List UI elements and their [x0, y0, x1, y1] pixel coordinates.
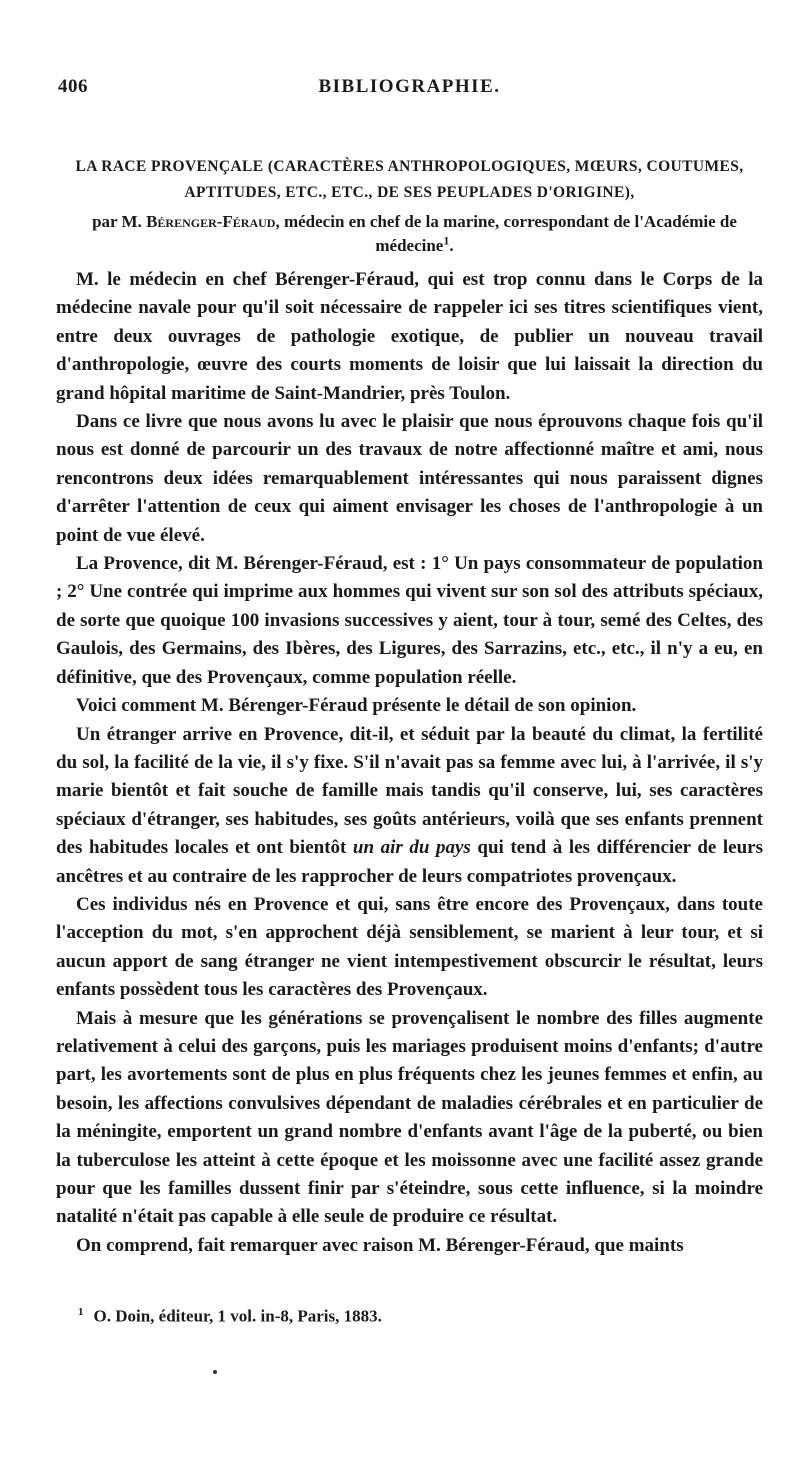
paragraph-text: Un étranger arrive en Provence, dit-il, et séduit par la beauté du climat, la fertilité du sol, la facilité de la vie, il s'y fixe. S'il n'avait pas sa femme avec lui, à l'arrivée, il s'y marie bientôt et fait souche de famille mais tandis qu'il conserve, lui, ses caractères spéciaux d'étranger, ses habitudes, ses goûts antérieurs, voilà que ses enfants prennent des habitudes locales et ont bientôt	[56, 723, 763, 859]
footnote-marker: 1	[78, 1306, 84, 1318]
footnote-text: O. Doin, éditeur, 1 vol. in-8, Paris, 1883.	[93, 1306, 382, 1326]
body-text	[56, 266, 763, 1260]
paragraph: Dans ce livre que nous avons lu avec le plaisir que nous éprouvons chaque fois qu'il nous est donné de parcourir un des travaux de notre affectionné maître et ami, nous rencontrons deux idées remarquablement intéressantes qui nous paraissent dignes d'arrêter l'attention de ceux qui aiment envisager les choses de l'anthropologie à un point de vue élevé.	[56, 411, 763, 546]
byline-suffix: , médecin en chef de la marine, correspondant de l'Académie de médecine	[275, 212, 737, 255]
footnote	[78, 1306, 382, 1327]
paragraph-text: qui tend à les différencier de leurs ancêtres et au contraire de les rapprocher de leurs compatriotes provençaux.	[56, 837, 763, 887]
running-head	[56, 70, 763, 104]
paragraph: M. le médecin en chef Bérenger-Féraud, qui est trop connu dans le Corps de la médecine navale pour qu'il soit nécessaire de rappeler ici ses titres scientifiques vient, entre deux ouvrages de pathologie exotique, de publier un nouveau travail d'anthropologie, œuvre des courts moments de loisir que lui laissait la direction du grand hôpital maritime de Saint-Mandrier, près Toulon.	[56, 269, 763, 404]
emphasized-phrase: un air du pays	[352, 837, 471, 859]
author-name: Bérenger-Féraud	[146, 212, 276, 231]
paragraph: Mais à mesure que les générations se provençalisent le nombre des filles augmente relativement à celui des garçons, puis les mariages produisent moins d'enfants; d'autre part, les avortements sont de plus en plus fréquents chez les jeunes femmes et enfin, au besoin, les affections convulsives dépendant de maladies cérébrales et en particulier de la méningite, emportent un grand nombre d'enfants avant l'âge de la puberté, ou bien la tuberculose les atteint à cette époque et les moissonne avec une facilité assez grande pour que les familles dussent finir par s'éteindre, sous cette influence, si la moindre natalité n'était pas capable à elle seule de produire ce résultat.	[56, 1007, 763, 1228]
byline-end: .	[449, 236, 454, 255]
footnote-reference: 1	[443, 233, 450, 248]
paragraph: On comprend, fait remarquer avec raison M. Bérenger-Féraud, que maints	[76, 1234, 684, 1256]
paragraph: Ces individus nés en Provence et qui, sans être encore des Provençaux, dans toute l'acception du mot, s'en approchent déjà sensiblement, se marient à leur tour, et si aucun apport de sang étranger ne vient intempestivement obscurcir le résultat, leurs enfants possèdent tous les caractères des Provençaux.	[56, 893, 763, 1001]
paragraph: La Provence, dit M. Bérenger-Féraud, est : 1° Un pays consommateur de population ; 2° Une contrée qui imprime aux hommes qui vivent sur son sol des attributs spéciaux, de sorte que quoique 100 invasions successives y aient, tour à tour, semé des Celtes, des Gaulois, des Germains, des Ibères, des Ligures, des Sarrazins, etc., etc., il n'y a eu, en définitive, que des Provençaux, comme population réelle.	[56, 553, 763, 688]
paragraph: Voici comment M. Bérenger-Féraud présente le détail de son opinion.	[76, 695, 637, 717]
ink-speck	[213, 1370, 217, 1374]
book-page	[56, 70, 763, 1260]
running-title: BIBLIOGRAPHIE.	[318, 76, 501, 97]
entry-title: LA RACE PROVENÇALE (CARACTÈRES ANTHROPOLOGIQUES, MŒURS, COUTUMES, APTITUDES, ETC., ETC., DE SES PEUPLADES D'ORIGINE),	[75, 158, 744, 201]
paragraph	[56, 721, 763, 891]
page-number: 406	[58, 76, 88, 97]
byline-prefix: par M.	[92, 212, 142, 231]
entry-byline	[56, 210, 763, 258]
